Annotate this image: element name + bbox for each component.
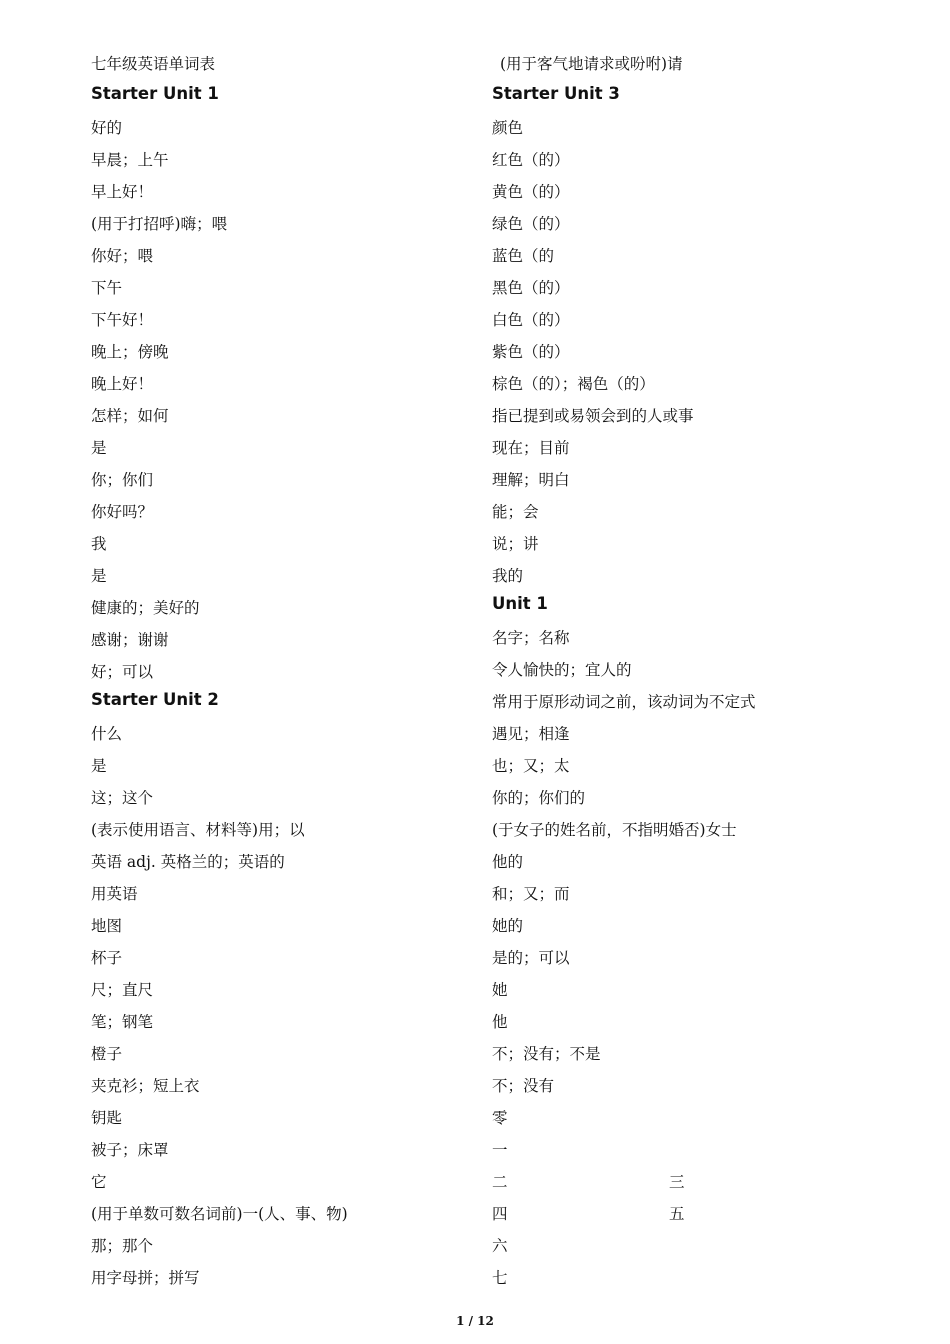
word-entry: 橙子 xyxy=(91,1045,123,1063)
word-entry: 什么 xyxy=(91,725,123,743)
word-entry: 她的 xyxy=(492,917,524,935)
word-entry: 理解；明白 xyxy=(492,471,570,489)
word-entry: 他 xyxy=(492,1013,508,1031)
word-entry: 指已提到或易领会到的人或事 xyxy=(492,407,694,425)
section-heading: Starter Unit 3 xyxy=(492,84,620,103)
word-entry: 是 xyxy=(91,439,107,457)
word-entry: 杯子 xyxy=(91,949,123,967)
word-entry: 用字母拼；拼写 xyxy=(91,1269,200,1287)
section-heading: Starter Unit 1 xyxy=(91,84,219,103)
number-word: 三 xyxy=(669,1173,685,1191)
word-entry: (用于打招呼)嗨；喂 xyxy=(91,215,228,233)
word-entry: 遇见；相逢 xyxy=(492,725,570,743)
word-entry: 现在；目前 xyxy=(492,439,570,457)
word-entry: 这；这个 xyxy=(91,789,154,807)
word-entry: 常用于原形动词之前，该动词为不定式 xyxy=(492,693,756,711)
word-entry: 你好吗？ xyxy=(91,503,154,521)
word-entry: 感谢；谢谢 xyxy=(91,631,169,649)
word-entry: 它 xyxy=(91,1173,107,1191)
word-entry: 一 xyxy=(492,1141,508,1159)
word-entry: 怎样；如何 xyxy=(91,407,169,425)
word-entry: 名字；名称 xyxy=(492,629,570,647)
word-entry: 黑色（的） xyxy=(492,279,570,297)
word-entry: 黄色（的） xyxy=(492,183,570,201)
word-entry: 英语 adj. 英格兰的；英语的 xyxy=(91,853,285,871)
word-entry: 是 xyxy=(91,757,107,775)
word-entry: 健康的；美好的 xyxy=(91,599,200,617)
carry-over-line: (用于客气地请求或吩咐)请 xyxy=(500,55,683,73)
number-word: 六 xyxy=(492,1237,508,1255)
word-entry: 绿色（的） xyxy=(492,215,570,233)
word-entry: 也；又；太 xyxy=(492,757,570,775)
word-entry: 早上好！ xyxy=(91,183,154,201)
word-entry: 下午好！ xyxy=(91,311,154,329)
number-word: 四 xyxy=(492,1205,508,1223)
word-entry: 晚上；傍晚 xyxy=(91,343,169,361)
word-entry: 蓝色（的 xyxy=(492,247,555,265)
word-entry: 不；没有；不是 xyxy=(492,1045,601,1063)
word-entry: 你的；你们的 xyxy=(492,789,586,807)
word-entry: 紫色（的） xyxy=(492,343,570,361)
word-entry: 我 xyxy=(91,535,107,553)
word-entry: 我的 xyxy=(492,567,524,585)
word-entry: 笔；钢笔 xyxy=(91,1013,154,1031)
section-heading: Unit 1 xyxy=(492,594,548,613)
word-entry: 红色（的） xyxy=(492,151,570,169)
word-entry: 早晨；上午 xyxy=(91,151,169,169)
word-entry: 地图 xyxy=(91,917,123,935)
page-title: 七年级英语单词表 xyxy=(91,55,216,73)
number-word: 五 xyxy=(669,1205,685,1223)
word-entry: 夹克衫；短上衣 xyxy=(91,1077,200,1095)
word-entry: 是 xyxy=(91,567,107,585)
word-entry: 好的 xyxy=(91,119,123,137)
number-row xyxy=(492,1172,685,1192)
word-entry: 钥匙 xyxy=(91,1109,123,1127)
word-entry: (用于单数可数名词前)一(人、事、物) xyxy=(91,1205,348,1223)
word-entry: 尺；直尺 xyxy=(91,981,154,999)
word-entry: 白色（的） xyxy=(492,311,570,329)
word-entry: 是的；可以 xyxy=(492,949,570,967)
word-entry: 令人愉快的；宜人的 xyxy=(492,661,632,679)
number-word: 二 xyxy=(492,1173,508,1191)
number-row xyxy=(492,1204,685,1224)
page-indicator: 1 / 12 xyxy=(456,1314,494,1328)
word-entry: 和；又；而 xyxy=(492,885,570,903)
word-entry: 说；讲 xyxy=(492,535,539,553)
word-entry: 能；会 xyxy=(492,503,539,521)
word-entry: (表示使用语言、材料等)用；以 xyxy=(91,821,305,839)
word-entry: 下午 xyxy=(91,279,123,297)
word-entry: 用英语 xyxy=(91,885,138,903)
word-entry: 零 xyxy=(492,1109,508,1127)
number-row xyxy=(492,1268,508,1288)
section-heading: Starter Unit 2 xyxy=(91,690,219,709)
word-entry: (于女子的姓名前，不指明婚否)女士 xyxy=(492,821,737,839)
word-entry: 你好；喂 xyxy=(91,247,154,265)
number-word: 七 xyxy=(492,1269,508,1287)
word-entry: 她 xyxy=(492,981,508,999)
number-row xyxy=(492,1236,508,1256)
word-entry: 好；可以 xyxy=(91,663,154,681)
word-entry: 颜色 xyxy=(492,119,524,137)
word-entry: 棕色（的）；褐色（的） xyxy=(492,375,655,393)
word-entry: 被子；床罩 xyxy=(91,1141,169,1159)
word-entry: 你；你们 xyxy=(91,471,154,489)
word-entry: 不；没有 xyxy=(492,1077,555,1095)
word-entry: 晚上好！ xyxy=(91,375,154,393)
word-entry: 他的 xyxy=(492,853,524,871)
word-entry: 那；那个 xyxy=(91,1237,154,1255)
